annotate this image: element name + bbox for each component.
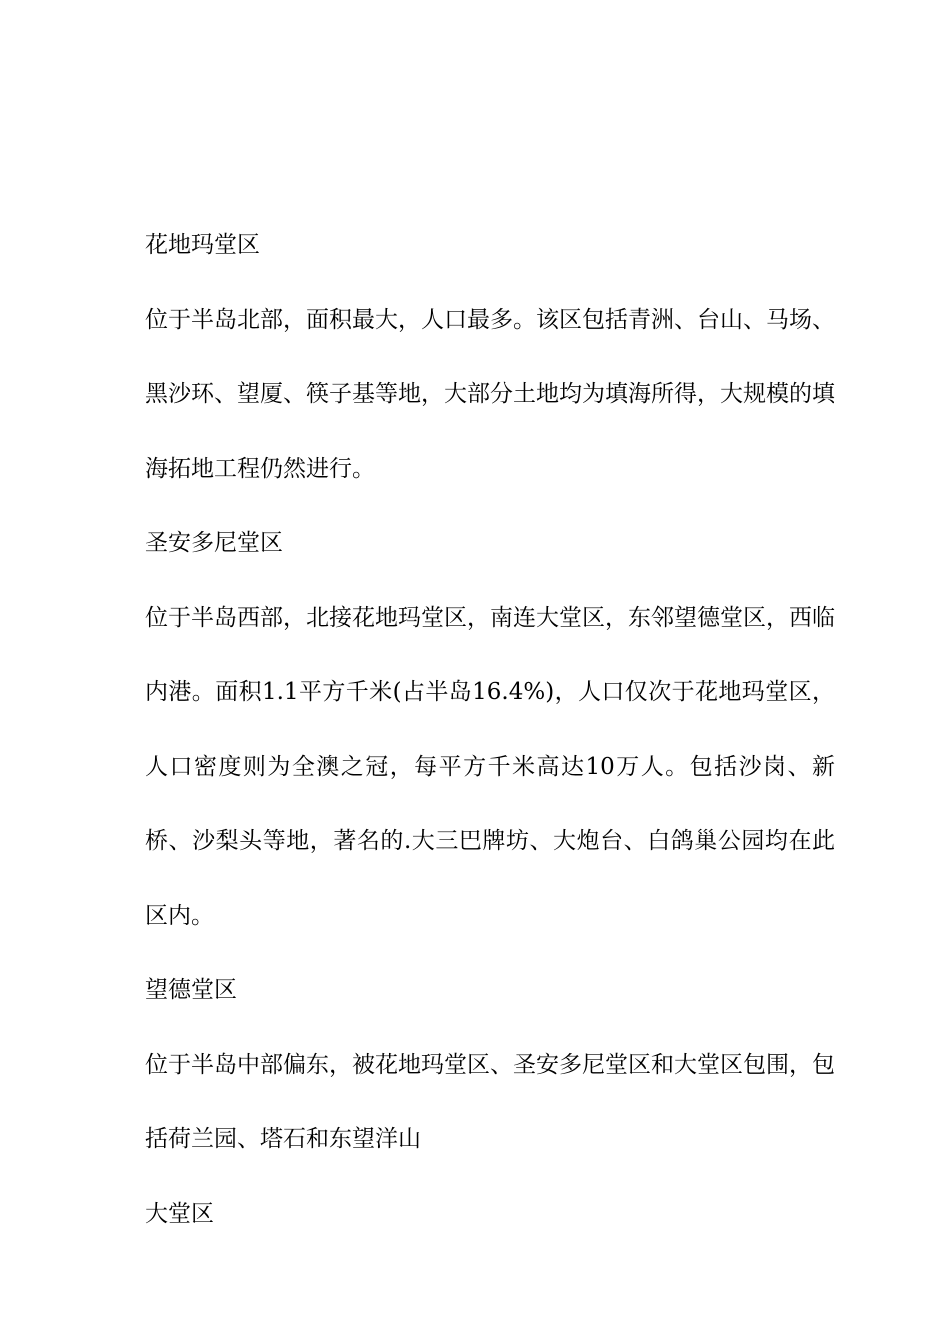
section-heading-fatima: 花地玛堂区 [145,232,260,258]
document-body [145,208,835,1251]
paragraph-fatima: 位于半岛北部，面积最大，人口最多。该区包括青洲、台山、马场、黑沙环、望厦、筷子基等地，大部分土地均为填海所得，大规模的填海拓地工程仍然进行。 [145,306,835,482]
section-heading-sao-lazaro: 望德堂区 [145,977,237,1003]
paragraph-santo-antonio: 位于半岛西部，北接花地玛堂区，南连大堂区，东邻望德堂区，西临内港。面积1.1平方千米(占半岛16.4%)，人口仅次于花地玛堂区，人口密度则为全澳之冠，每平方千米高达10万人。包括沙岗、新桥、沙梨头等地，著名的.大三巴牌坊、大炮台、白鸽巢公园均在此区内。 [145,604,835,929]
section-heading-santo-antonio: 圣安多尼堂区 [145,530,283,556]
section-heading-se: 大堂区 [145,1200,214,1227]
paragraph-sao-lazaro: 位于半岛中部偏东，被花地玛堂区、圣安多尼堂区和大堂区包围，包括荷兰园、塔石和东望洋山 [145,1051,835,1152]
